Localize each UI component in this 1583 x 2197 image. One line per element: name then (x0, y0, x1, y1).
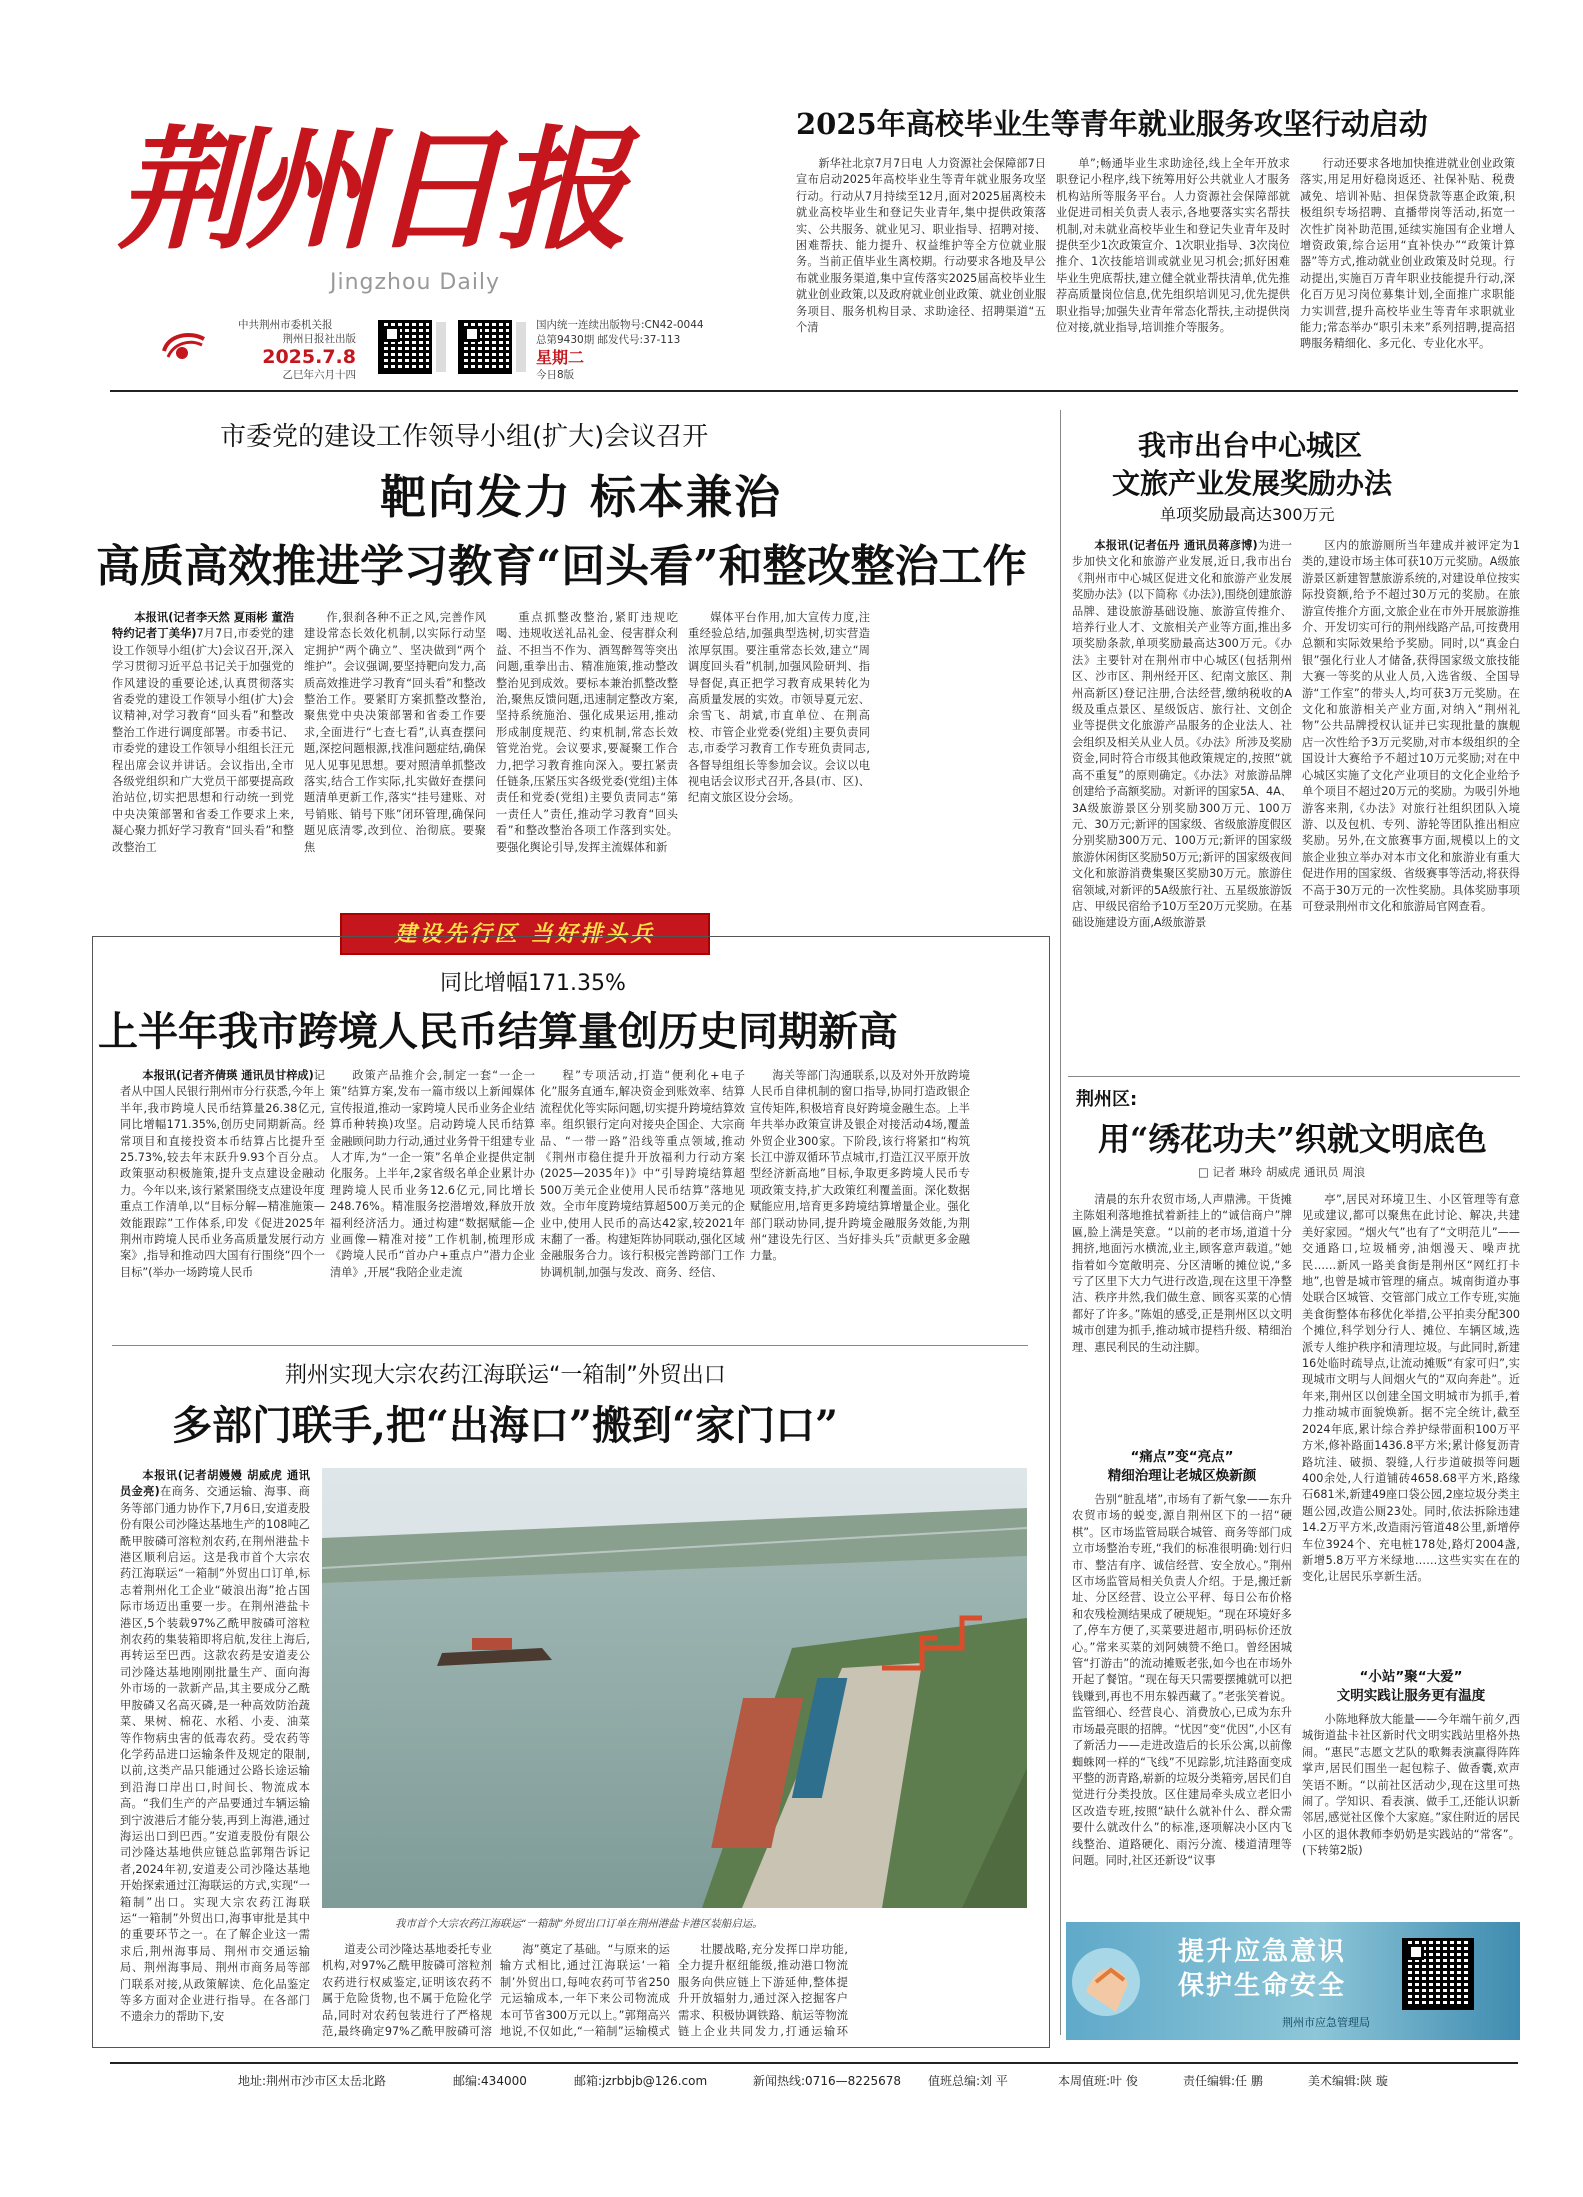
footer-rule (110, 2062, 1518, 2064)
civic-col-1: 清晨的东升农贸市场,人声鼎沸。干货摊主陈姐利落地推拭着新挂上的“诚信商户”牌匾,脸上满是笑意。“以前的老市场,道道十分拥挤,地面污水横流,业主,顾客意声载道。”她指着如今宽敞明亮、分区清晰的摊位说,“多亏了区里下大力气进行改造,现在这里干净整洁、秩序井然,我们做生意、顾客买菜的心情都好了许多。”陈姐的感受,正是荆州区以文明城市创建为抓手,推动城市提档升级、精细治理、惠民利民的生动注脚。 (1072, 1193, 1292, 1354)
divider (112, 1345, 1028, 1346)
rmb-col-1: 本报讯(记者齐倩瑛 通讯员甘梓成)记者从中国人民银行荆州市分行获悉,今年上半年,我市跨境人民币结算量26.38亿元,同比增幅171.35%,创历史同期新高。经常项目和直接投资本币结算占比提升至25.73%,较去年末跃升9.93个百分点。政策驱动积极施策,提升支点建设金融动力。今年以来,该行紧紧围绕支点建设年度重点工作清单,以“目标分解—精准施策—效能跟踪”工作体系,印发《促进2025年荆州市跨境人民币业务高质量发展行动方案》,指导和推动四大国有行围绕“四个一目标”(举办一场跨境人民币 (120, 1069, 325, 1279)
rmb-col-2: 政策产品推介会,制定一套“一企一策”结算方案,发布一篇市级以上新闻媒体宣传报道,推动一家跨境人民币业务企业结算币种转换)攻坚。启动跨境人民币结算金融顾问助力行动,通过业务骨干组建专业人才库,为“一企一策”名单企业提供定制化服务。上半年,2家省级名单企业累计办理跨境人民币业务12.6亿元,同比增长248.76%。精准服务挖潜增效,释放开放福利经济活力。通过构建“数据赋能—企业画像—精准对接”工作机制,梳理形成《跨境人民币“首办户+重点户”潜力企业清单》,开展“我陪企业走流 (330, 1069, 535, 1279)
civic-kicker: 荆州区: (1076, 1089, 1138, 1110)
footer-email: 邮箱:jzrbbjb@126.com (574, 2074, 708, 2088)
safety-ad (1066, 1922, 1520, 2040)
civic-headline: 用“绣花功夫”织就文明底色 (1098, 1120, 1487, 1158)
port-photo (322, 1468, 1027, 1908)
port-col-3: 海”奠定了基础。“与原来的运输方式相比,通过江海联运‘一箱制’外贸出口,每吨农药可节省250元运输成本,一年下来公司物流成本可节省300万元以上。”郭翔高兴地说,不仅如此,“一箱制”运输模式 (500, 1943, 670, 2038)
top-col-3: 行动还要求各地加快推进就业创业政策落实,用足用好稳岗返还、社保补贴、税费减免、培训补贴、担保贷款等惠企政策,积极组织专场招聘、直播带岗等活动,拓宽一次性扩岗补助范围,延续实施国有企业增人增资政策,综合运用“直补快办”“政策计算器”等方式,推动就业创业政策及时兑现。行动提出,实施百万青年职业技能提升行动,深化百万见习岗位募集计划,全面推广求职能力实训营,提升高校毕业生等青年求职就业能力;常态举办“职引未来”系列招聘,提高招聘服务精细化、多元化、专业化水平。 (1300, 157, 1515, 351)
ad-line-2: 保护生命安全 (1178, 1971, 1347, 2001)
civic-subhead-1: “痛点”变“亮点” 精细治理让老城区焕新颜 (1107, 1449, 1257, 1484)
port-headline: 多部门联手,把“出海口”搬到“家门口” (172, 1402, 838, 1449)
vertical-divider (1060, 410, 1061, 2035)
footer-hotline: 新闻热线:0716—8225678 (753, 2074, 902, 2088)
lead-headline-1: 靶向发力 标本兼治 (380, 470, 783, 524)
civic-col-2b: 小陈地释放大能量——今年端午前夕,西城街道盐卡社区新时代文明实践站里格外热闹。“惠民”志愿文艺队的歌舞表演赢得阵阵掌声,居民们围坐一起包粽子、做香囊,欢声笑语不断。“以前社区活动少,现在这里可热闹了。学知识、看表演、做手工,还能认识新邻居,感觉社区像个大家庭。”家住附近的居民小区的退休教师李奶奶是实践站的“常客”。(下转第2版) (1302, 1713, 1520, 1858)
top-headline: 2025年高校毕业生等青年就业服务攻坚行动启动 (796, 107, 1428, 141)
tourism-col-2: 区内的旅游厕所当年建成并被评定为1类的,建设市场主体可获10万元奖励。A级旅游景区新建智慧旅游系统的,对建设单位按实际投资额,给予不超过30万元的奖励。在旅游宣传推介方面,文旅企业在市外开展旅游推介、开发切实可行的荆州线路产品,可按费用总额和实际效果给予奖励。同时,以“真金白银”强化行业人才储备,获得国家级文旅技能大赛一等奖的从业人员,入选省级、全国导游“工作室”的带头人,均可获3万元奖励。在文化和旅游相关产业方面,对纳入“荆州礼物”公共品牌授权认证并已实现批量的旗舰店一次性给予3万元奖励,对市本级组织的全国设计大赛给予不超过10万元奖励;对在中心城区实施了文化产业项目的文化企业给予单个项目不超过20万元的奖励。为吸引外地游客来荆,《办法》对旅行社组织团队入境游、以及包机、专列、游轮等团队推出相应奖励。另外,在文旅赛事方面,规模以上的文旅企业独立举办对本市文化和旅游业有重大促进作用的国家级、省级赛事等活动,将获得不高于30万元的一次性奖励。具体奖励事项可登录荆州市文化和旅游局官网查看。 (1302, 539, 1520, 913)
sponsor-info (238, 318, 356, 382)
lead-kicker: 市委党的建设工作领导小组(扩大)会议召开 (220, 422, 709, 452)
rmb-kicker: 同比增幅171.35% (440, 971, 626, 996)
qr-code-2 (458, 320, 512, 374)
qr-code-1 (378, 320, 432, 374)
ad-org: 荆州市应急管理局 (1282, 2016, 1370, 2029)
footer (238, 2070, 1518, 2092)
divider (1068, 1076, 1520, 1077)
rmb-col-3: 程”专项活动,打造“便利化+电子化”服务直通车,解决资金到账效率、结算流程优化等实际问题,切实提升跨境结算效率。组织银行定向对接央企国企、大宗商品、“一带一路”沿线等重点领域,推动《荆州市稳住提升开放福利力行动方案(2025—2035年)》中“引导跨境结算超500万美元企业使用人民币结算”落地见效。全市年度跨境结算超500万美元的企业中,使用人民币的高达42家,较2021年末翻了一番。构建矩阵协同联动,强化区域金融服务合力。该行积极完善跨部门工作协调机制,加强与发改、商务、经信、 (540, 1069, 745, 1279)
port-col-2: 道麦公司沙隆达基地委托专业机构,对97%乙酰甲胺磷可溶粒剂农药进行权威鉴定,证明该农药不属于危险货物,也不属于危险化学品,同时对农药包装进行了严格规范,最终确定97%乙酰甲胺磷可溶 (322, 1943, 492, 2038)
issn: 国内统一连续出版物号:CN42-0044 (536, 319, 704, 331)
masthead-title: 荆州日报 (118, 113, 622, 268)
footer-art-editor: 美术编辑:陕 璇 (1308, 2074, 1388, 2088)
tourism-headline-1: 我市出台中心城区 (1138, 429, 1363, 462)
footer-editor-week: 本周值班:叶 俊 (1058, 2074, 1138, 2088)
footer-zip: 邮编:434000 (453, 2074, 527, 2088)
divider (110, 390, 1518, 392)
page-count: 今日8版 (536, 369, 575, 381)
tourism-col-1: 本报讯(记者伍丹 通讯员蒋彦博)为进一步加快文化和旅游产业发展,近日,我市出台《荆州市中心城区促进文化和旅游产业发展奖励办法》(以下简称《办法》),围绕创建旅游品牌、建设旅游基础设施、旅游宣传推介、培养行业人才、文旅相关产业等方面,推出多项奖励条款,单项奖励最高达300万元。《办法》主要针对在荆州市中心城区(包括荆州区、沙市区、荆州经开区、纪南文旅区、荆州高新区)登记注册,合法经营,缴纳税收的A级及重点景区、星级饭店、旅行社、文创企业等提供文化旅游产品服务的企业法人、社会组织及相关从业人员。《办法》所涉及奖励资金,同时符合市级其他政策规定的,按照“就高不重复”的原则确定。《办法》对旅游品牌创建给予高额奖励。对新评的国家5A、4A、3A级旅游景区分别奖励300万元、100万元、30万元;新评的国家级、省级旅游度假区分别奖励300万元、100万元;新评的国家级旅游休闲街区奖励50万元;新评的国家级夜间文化和旅游消费集聚区奖励30万元。旅游住宿领域,对新评的5A级旅行社、五星级旅游饭店、甲级民宿给予10万至20万元奖励。在基础设施建设方面,A级旅游景 (1072, 539, 1292, 930)
sponsor: 中共荆州市委机关报 (238, 319, 333, 331)
masthead-pinyin: Jingzhou Daily (330, 270, 501, 295)
rmb-byline: 本报讯(记者齐倩瑛 通讯员甘梓成) (142, 1069, 314, 1082)
newspaper-logo-icon (160, 325, 208, 365)
tourism-byline: 本报讯(记者伍丹 通讯员蒋彦博) (1094, 539, 1258, 552)
lead-col-4: 媒体平台作用,加大宣传力度,注重经验总结,加强典型选树,切实营造浓厚氛围。要注重常态长效,建立“周调度回头看”机制,加强风险研判、指导督促,真正把学习教育成果转化为高质量发展的实效。市领导夏元宏、余雪飞、胡斌,市直单位、在荆高校、市管企业党委(党组)主要负责同志,市委学习教育工作专班负责同志,各督导组组长等参加会议。会议以电视电话会议形式召开,各县(市、区)、纪南文旅区设分会场。 (688, 611, 870, 805)
civic-col-2: 亭”,居民对环境卫生、小区管理等有意见或建议,都可以聚焦在此讨论、解决,共建美好家园。“烟火气”也有了“文明范儿”——交通路口,垃圾桶旁,油烟漫天、噪声扰民……新风一路美食街是荆州区“网红打卡地”,也曾是城市管理的痛点。城南街道办事处联合区城管、交管部门成立工作专班,实施美食街整体布移优化举措,公平拍卖分配300个摊位,科学划分行人、摊位、车辆区域,选派专人维护秩序和清理垃圾。与此同时,新建16处临时疏导点,让流动摊贩“有家可归”,实现城市文明与人间烟火气的“双向奔赴”。近年来,荆州区以创建全国文明城市为抓手,着力推动城市面貌焕新。据不完全统计,截至2024年底,累计综合养护绿带面积100万平方米,修补路面1436.8平方米;累计修复沥青路坑洼、破损、裂缝,人行步道破损等问题400余处,人行道铺砖4658.68平方米,路缘石681米,新建49座口袋公园,2座垃圾分类主题公园,改造公厕23处。同时,依法拆除违建14.2万平方米,改造雨污管道48公里,新增停车位3924个、充电桩178处,路灯2004盏,新增5.8万平方米绿地……这些实实在在的变化,让居民乐享新生活。 (1302, 1193, 1520, 1584)
issue-number: 总第9430期 邮发代号:37-113 (536, 334, 681, 346)
issue-date: 2025.7.8 (262, 346, 356, 368)
civic-col-1b: 告别“脏乱堵”,市场有了新气象——东升农贸市场的蜕变,源自荆州区下的一招“硬棋”。区市场监管局联合城管、商务等部门成立市场整治专班,“我们的标准很明确:划行归市、整洁有序、诚信经营、安全放心。”荆州区市场监管局相关负责人介绍。于是,搬迁新址、分区经营、设立公平秤、每日公布价格和农残检测结果成了硬规矩。“现在环境好多了,停车方便了,买菜要进超市,明码标价还放心。”常来买菜的刘阿姨赞不绝口。曾经困城管“打游击”的流动摊贩老张,如今也在市场外开起了餐馆。“现在每天只需要摆摊就可以把钱赚到,再也不用东躲西藏了。”老张笑着说。监管细心、经营良心、消费放心,已成为东升市场最亮眼的招牌。“忧因”变“优因”,小区有了新活力——走进改造后的长乐公寓,以前像蜘蛛网一样的“飞线”不见踪影,坑洼路面变成平整的沥青路,崭新的垃圾分类箱旁,居民们自觉进行分类投放。区住建局牵头成立老旧小区改造专班,按照“缺什么就补什么、群众需要什么就改什么”的标准,逐项解决小区内飞线整治、道路硬化、雨污分流、楼道清理等问题。同时,社区还新设“议事 (1072, 1493, 1292, 1867)
publisher: 荆州日报社出版 (282, 333, 356, 345)
qr-label-strip (516, 322, 526, 372)
lead-col-1: 本报讯(记者李天然 夏雨彬 董浩 特约记者丁美华)7月7日,市委党的建设工作领导小组(扩大)会议召开,深入学习贯彻习近平总书记关于加强党的作风建设的重要论述,认真贯彻落实省委党的建设工作领导小组(扩大)会议精神,对学习教育“回头看”和整改整治工作进行调度部署。市委书记、市委党的建设工作领导小组组长汪元程出席会议并讲话。会议指出,全市各级党组织和广大党员干部要提高政治站位,切实把思想和行动统一到党中央决策部署和省委工作要求上来,凝心聚力抓好学习教育“回头看”和整改整治工 (112, 611, 294, 854)
ad-line-1: 提升应急意识 (1178, 1937, 1347, 1967)
qr-label-strip (436, 322, 446, 372)
ad-hands-icon (1066, 1922, 1186, 2040)
rmb-headline: 上半年我市跨境人民币结算量创历史同期新高 (98, 1008, 898, 1055)
port-photo-caption: 我市首个大宗农药江海联运“一箱制”外贸出口订单在荆州港盐卡港区装船启运。 (395, 1918, 763, 1930)
port-col-4: 壮腰战略,充分发挥口岸功能,全力提升枢纽能级,推动港口物流服务向供应链上下游延伸,整体提升开放辐射力,通过深入挖掘客户需求、积极协调铁路、航运等物流链上企业共同发力,打通运输环 (678, 1943, 848, 2038)
lead-col-2: 作,狠刹各种不正之风,完善作风建设常态长效化机制,以实际行动坚定拥护“两个确立”、坚决做到“两个维护”。会议强调,要坚持靶向发力,高质高效推进学习教育“回头看”和整改整治工作。要紧盯方案抓整改整治,聚焦党中央决策部署和省委工作要求,全面进行“七查七看”,认真查摆问题,深挖问题根源,找准问题症结,确保见人见事见思想。要对照清单抓整改落实,结合工作实际,扎实做好查摆问题清单更新工作,落实“挂号建账、对号销账、销号下账”闭环管理,确保问题见底清零,改到位、治彻底。要聚焦 (304, 611, 486, 854)
weekday: 星期二 (536, 348, 585, 367)
lead-byline: 本报讯(记者李天然 夏雨彬 董浩 特约记者丁美华) (112, 611, 294, 641)
civic-subhead-2: “小站”聚“大爱” 文明实践让服务更有温度 (1336, 1669, 1486, 1704)
top-col-1: 新华社北京7月7日电 人力资源社会保障部7日宣布启动2025年高校毕业生等青年就业服务攻坚行动。行动从7月持续至12月,面对2025届离校未就业高校毕业生和登记失业青年,集中提供政策落实、公共服务、就业见习、职业指导、招聘对接、困难帮扶、能力提升、权益维护等全方位就业服务。当前正值毕业生离校期。行动要求各地及早公布就业服务渠道,集中宣传落实2025届高校毕业生就业创业政策,以及政府就业创业政策、就业创业服务项目、服务机构目录、求助途径、招聘渠道“五个清 (796, 157, 1046, 335)
civic-byline: □ 记者 琳玲 胡威虎 通讯员 周浪 (1198, 1165, 1366, 1179)
ad-qr-code (1402, 1938, 1474, 2010)
slogan-text: 建设先行区 当好排头兵 (394, 921, 656, 947)
top-col-2: 单”;畅通毕业生求助途径,线上全年开放求职登记小程序,线下统筹用好公共就业人才服务机构站所等服务平台。人力资源社会保障部就业促进司相关负责人表示,各地要落实实名帮扶机制,对未就业高校毕业生和登记失业青年及时提供至少1次政策宣介、1次职业指导、3次岗位推介、1次技能培训或就业见习机会;抓好困难毕业生兜底帮扶,建立健全就业帮扶清单,优先推荐高质量岗位信息,优先组织培训见习,优先提供职业指导;加强失业青年常态化帮扶,主动提供岗位对接,就业指导,培训推介等服务。 (1056, 157, 1290, 335)
tourism-headline-2: 文旅产业发展奖励办法 (1112, 467, 1393, 500)
rmb-col-4: 海关等部门沟通联系,以及对外开放跨境人民币自律机制的窗口指导,协同打造政银企宣传矩阵,积极培育良好跨境金融生态。上半年共举办政策宣讲及银企对接活动4场,覆盖外贸企业300家。下阶段,该行将紧扣“构筑长江中游双循环节点城市,打造江汉平原开放型经济新高地”目标,争取更多跨境人民币专项政策支持,扩大政策红利覆盖面。深化数据赋能应用,培育更多跨境结算增量企业。强化部门联动协同,提升跨境金融服务效能,为荆州“建设先行区、当好排头兵”贡献更多金融力量。 (750, 1069, 970, 1263)
footer-editor-chief: 值班总编:刘 平 (928, 2074, 1008, 2088)
port-byline: 本报讯(记者胡嫚嫚 胡威虎 通讯员金亮) (120, 1469, 310, 1499)
footer-address: 地址:荆州市沙市区太岳北路 (238, 2074, 387, 2088)
lead-col-3: 重点抓整改整治,紧盯违规吃喝、违规收送礼品礼金、侵害群众利益、不担当不作为、酒驾醉驾等突出问题,重拳出击、精准施策,推动整改整治见到成效。要标本兼治抓整改整治,聚焦反馈问题,迅速制定整改方案,坚持系统施治、强化成果运用,推动形成制度规范、约束机制,常态长效管党治党。会议要求,要凝聚工作合力,把学习教育推向深入。要扛紧责任链条,压紧压实各级党委(党组)主体责任和党委(党组)主要负责同志“第一责任人”责任,推动学习教育“回头看”和整改整治各项工作落到实处。要强化舆论引导,发挥主流媒体和新 (496, 611, 678, 854)
lead-headline-2: 高质高效推进学习教育“回头看”和整改整治工作 (96, 541, 1027, 592)
issn-info (536, 318, 721, 383)
lunar-date: 乙巳年六月十四 (282, 369, 356, 381)
port-col-1: 本报讯(记者胡嫚嫚 胡威虎 通讯员金亮)在商务、交通运输、海事、商务等部门通力协作下,7月6日,安道麦股份有限公司沙隆达基地生产的108吨乙酰甲胺磷可溶粒剂农药,在荆州港盐卡港区顺利启运。这是我市首个大宗农药江海联运“一箱制”外贸出口订单,标志着荆州化工企业“破浪出海”抢占国际市场迈出重要一步。在荆州港盐卡港区,5个装载97%乙酰甲胺磷可溶粒剂农药的集装箱即将启航,发往上海后,再转运至巴西。这款农药是安道麦公司沙隆达基地刚刚批量生产、面向海外市场的一款新产品,其主要成分乙酰甲胺磷又名高灭磷,是一种高效防治蔬菜、果树、棉花、水稻、小麦、油菜等作物病虫害的低毒农药。受农药等化学药品进口运输条件及规定的限制,以前,这类产品只能通过公路长途运输到沿海口岸出口,时间长、物流成本高。“我们生产的产品要通过车辆运输到宁波港后才能分装,再到上海港,通过海运出口到巴西。”安道麦股份有限公司沙隆达基地供应链总监郭翔告诉记者,2024年初,安道麦公司沙隆达基地开始探索通过江海联运的方式,实现“一箱制”出口。实现大宗农药江海联运“一箱制”外贸出口,海事审批是其中的重要环节之一。在了解企业这一需求后,荆州海事局、荆州市交通运输局、荆州海事局、荆州市商务局等部门联系对接,从政策解读、危化品鉴定等多方面对企业进行指导。在各部门不遗余力的帮助下,安 (120, 1469, 310, 2024)
footer-editor: 责任编辑:任 鹏 (1183, 2074, 1263, 2088)
tourism-subline: 单项奖励最高达300万元 (1160, 505, 1335, 524)
port-kicker: 荆州实现大宗农药江海联运“一箱制”外贸出口 (285, 1363, 726, 1388)
